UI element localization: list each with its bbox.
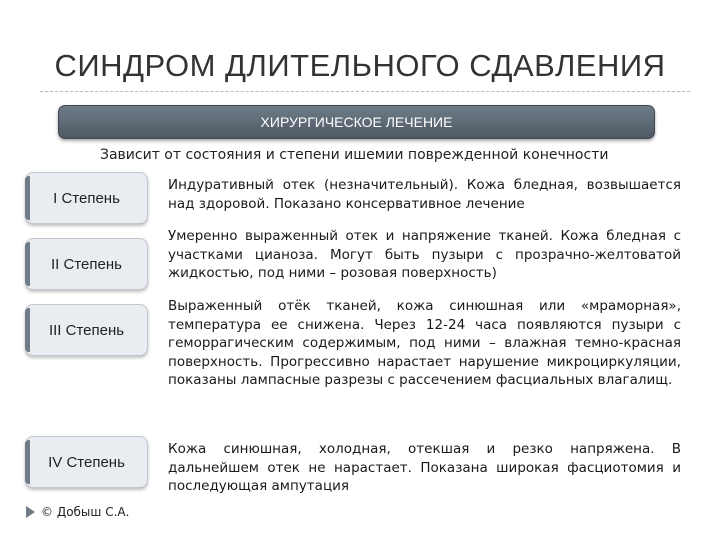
treatment-banner: ХИРУРГИЧЕСКОЕ ЛЕЧЕНИЕ — [58, 105, 655, 139]
degree-3-description: Выраженный отёк тканей, кожа синюшная или «мраморная», температура ее снижена. Через 12-24 часа появляются пузыри с геморрагическим содержимым, под ними – влажная темно-красная поверхность. Прогрессивно нарастает нарушение микроциркуляции, показаны лампасные разрезы с рассечением фасциальных влагалищ. — [168, 298, 681, 388]
degree-1-description: Индуративный отек (незначительный). Кожа бледная, возвышается над здоровой. Показано консервативное лечение — [168, 177, 681, 212]
degree-2-description: Умеренно выраженный отек и напряжение тканей. Кожа бледная с участками цианоза. Могут быть пузыри с прозрачно-желтоватой жидкостью, под ними – розовая поверхность) — [168, 228, 681, 281]
degree-2-box: II Степень — [25, 238, 148, 290]
title-divider — [40, 91, 690, 92]
arrow-bullet-icon — [26, 506, 35, 518]
footer — [26, 505, 129, 519]
degree-4-box: IV Степень — [25, 436, 148, 488]
slide-title: СИНДРОМ ДЛИТЕЛЬНОГО СДАВЛЕНИЯ — [54, 48, 666, 83]
author-credit: © Добыш С.А. — [41, 505, 130, 519]
subtitle: Зависит от состояния и степени ишемии поврежденной конечности — [100, 147, 609, 163]
degree-1-box: I Степень — [25, 172, 148, 224]
degree-3-box: III Степень — [25, 304, 148, 356]
degree-4-description: Кожа синюшная, холодная, отекшая и резко напряжена. В дальнейшем отек не нарастает. Показана широкая фасциотомия и последующая ампутация — [168, 441, 681, 494]
